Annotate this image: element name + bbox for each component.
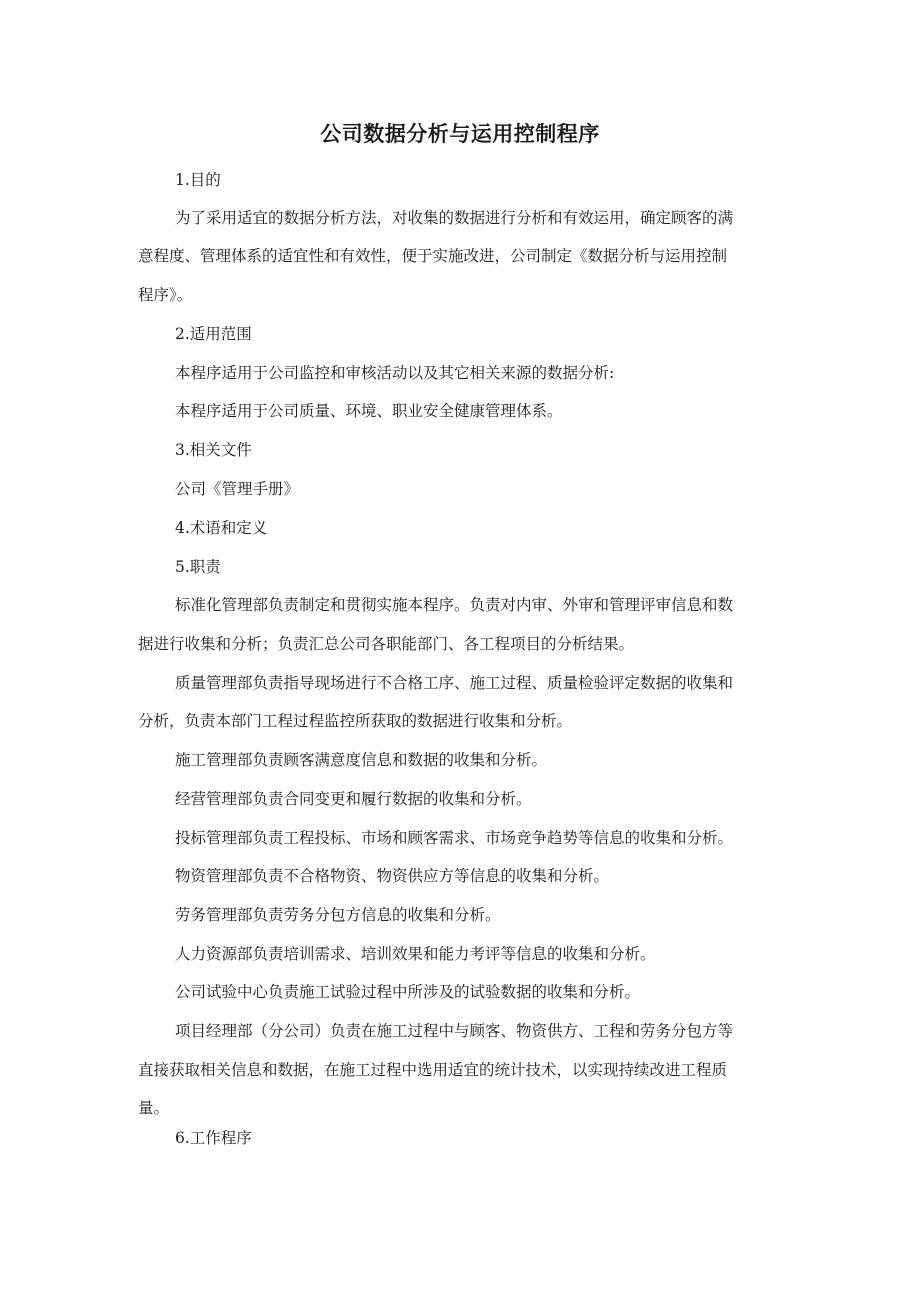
paragraph-line: 本程序适用于公司监控和审核活动以及其它相关来源的数据分析: xyxy=(175,364,615,382)
section-heading-related-docs: 3.相关文件 xyxy=(175,441,252,459)
section-heading-scope: 2.适用范围 xyxy=(175,325,252,343)
paragraph-line: 质量管理部负责指导现场进行不合格工序、施工过程、质量检验评定数据的收集和 xyxy=(175,674,734,692)
paragraph-line: 为了采用适宜的数据分析方法，对收集的数据进行分析和有效运用，确定顾客的满 xyxy=(175,209,734,227)
paragraph-line: 程序》。 xyxy=(138,286,193,304)
document-title: 公司数据分析与运用控制程序 xyxy=(320,122,600,146)
paragraph-line: 标准化管理部负责制定和贯彻实施本程序。负责对内审、外审和管理评审信息和数 xyxy=(175,596,734,614)
paragraph-line: 公司《管理手册》 xyxy=(175,480,300,498)
paragraph-line: 投标管理部负责工程投标、市场和顾客需求、市场竞争趋势等信息的收集和分析。 xyxy=(175,829,734,847)
paragraph-line: 公司试验中心负责施工试验过程中所涉及的试验数据的收集和分析。 xyxy=(175,983,641,1001)
section-heading-purpose: 1.目的 xyxy=(175,171,221,189)
section-heading-work-procedure: 6.工作程序 xyxy=(175,1129,252,1147)
paragraph-line: 分析，负责本部门工程过程监控所获取的数据进行收集和分析。 xyxy=(138,712,573,730)
paragraph-line: 据进行收集和分析；负责汇总公司各职能部门、各工程项目的分析结果。 xyxy=(138,635,635,653)
section-heading-responsibilities: 5.职责 xyxy=(175,558,221,576)
section-heading-terms: 4.术语和定义 xyxy=(175,519,268,537)
paragraph-line: 人力资源部负责培训需求、培训效果和能力考评等信息的收集和分析。 xyxy=(175,945,656,963)
paragraph-line: 物资管理部负责不合格物资、物资供应方等信息的收集和分析。 xyxy=(175,867,610,885)
paragraph-line: 项目经理部（分公司）负责在施工过程中与顾客、物资供方、工程和劳务分包方等 xyxy=(175,1022,734,1040)
paragraph-line: 劳务管理部负责劳务分包方信息的收集和分析。 xyxy=(175,906,501,924)
paragraph-line: 施工管理部负责顾客满意度信息和数据的收集和分析。 xyxy=(175,751,548,769)
paragraph-line: 经营管理部负责合同变更和履行数据的收集和分析。 xyxy=(175,790,532,808)
paragraph-line: 直接获取相关信息和数据，在施工过程中选用适宜的统计技术，以实现持续改进工程质 xyxy=(138,1061,728,1079)
paragraph-line: 本程序适用于公司质量、环境、职业安全健康管理体系。 xyxy=(175,402,563,420)
paragraph-line: 量。 xyxy=(138,1099,170,1117)
paragraph-line: 意程度、管理体系的适宜性和有效性，便于实施改进，公司制定《数据分析与运用控制 xyxy=(138,247,728,265)
